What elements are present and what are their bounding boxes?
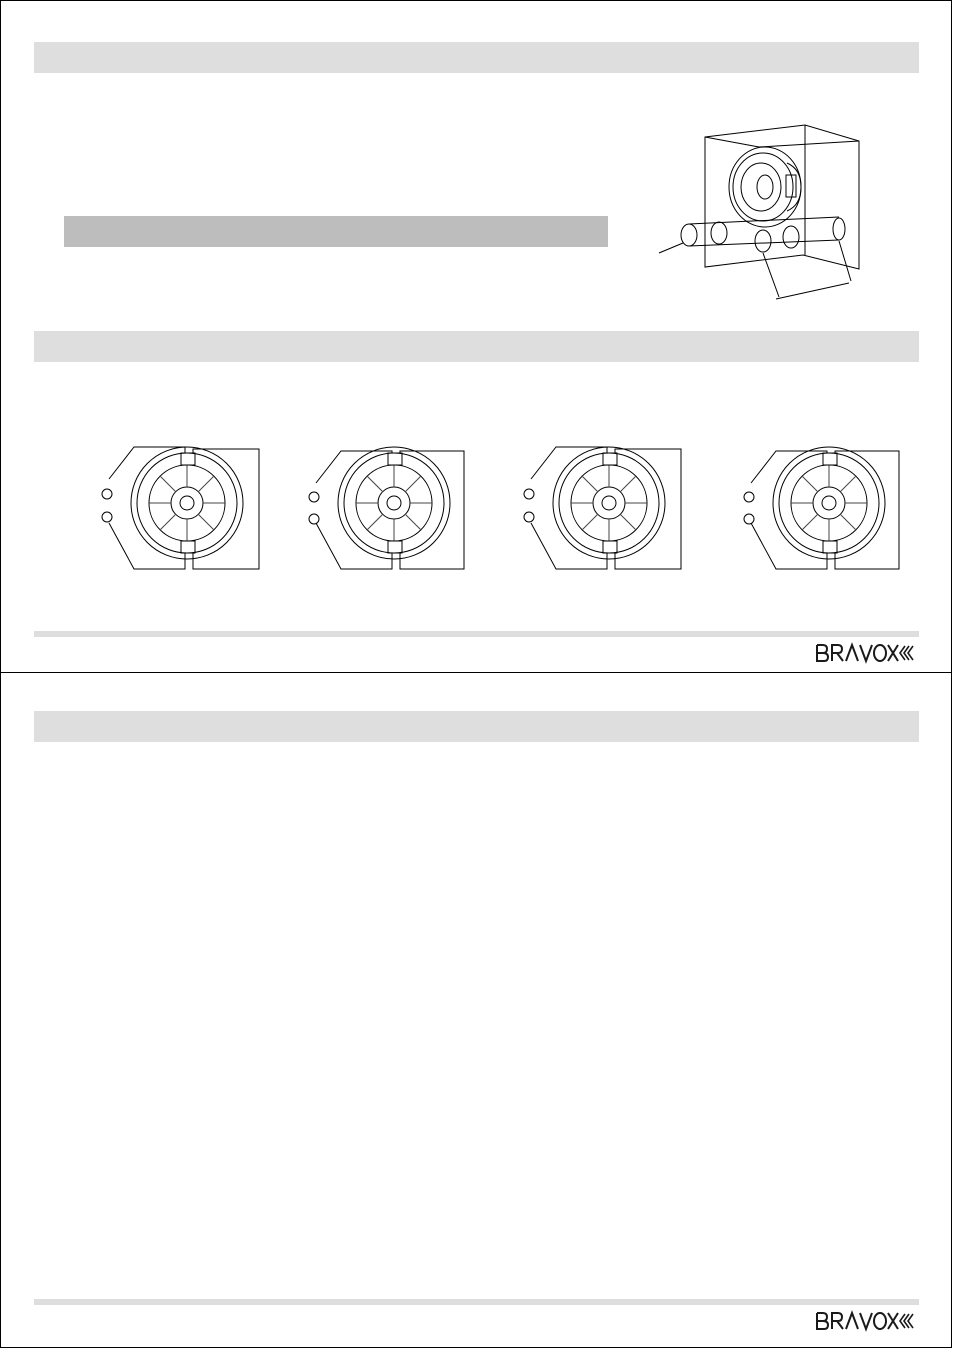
page-1: [0, 0, 952, 673]
section-header-band-1: [34, 42, 919, 73]
bravox-logo: [815, 642, 915, 664]
footer-rule-1: [34, 631, 919, 637]
wiring-diagram-1: [97, 441, 263, 573]
section-header-band-3: [34, 711, 919, 742]
wiring-diagram-3: [519, 441, 685, 573]
page-2: [0, 672, 952, 1348]
wiring-diagram-4: [739, 441, 905, 573]
section-header-band-2: [34, 331, 919, 362]
ported-enclosure-illustration: [653, 119, 865, 309]
sub-header-band: [64, 216, 608, 247]
wiring-diagram-2: [304, 441, 470, 573]
bravox-logo: [815, 1310, 915, 1332]
footer-rule-2: [34, 1299, 919, 1305]
